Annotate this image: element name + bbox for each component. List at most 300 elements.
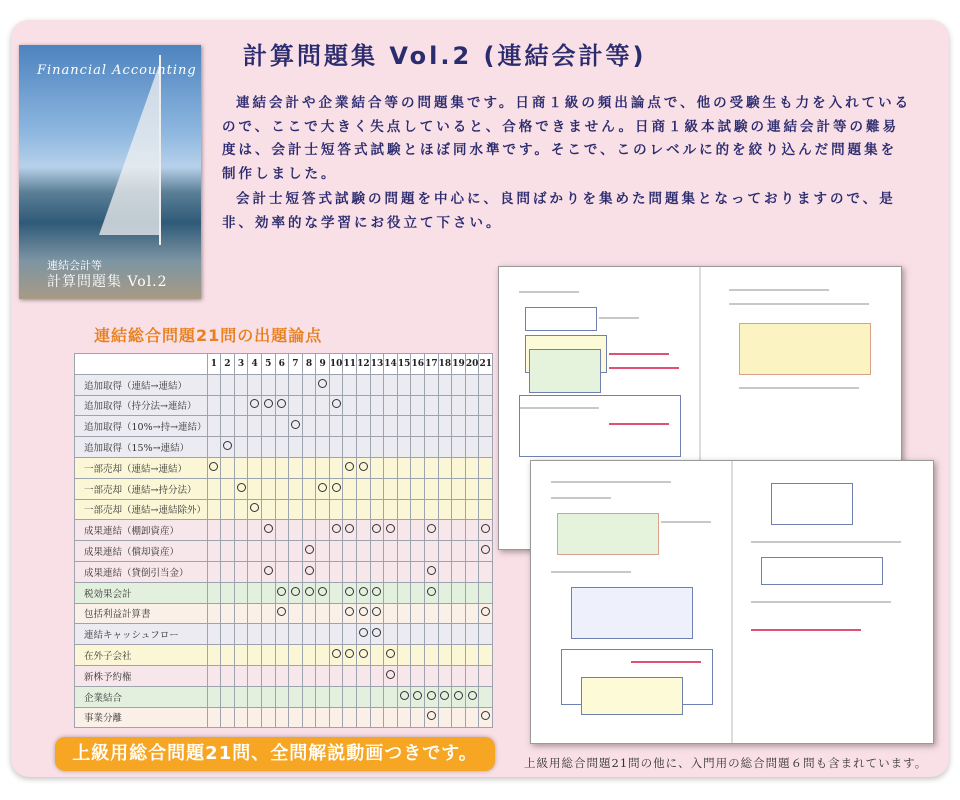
topic-cell [248, 416, 262, 437]
column-header-21: 21 [479, 354, 493, 375]
topic-cell [479, 395, 493, 416]
topic-cell [289, 499, 303, 520]
topic-cell [289, 457, 303, 478]
topic-cell [275, 416, 289, 437]
topic-cell [452, 665, 466, 686]
topic-cell [384, 457, 398, 478]
topic-cell [370, 520, 384, 541]
topic-cell [411, 582, 425, 603]
topic-label: 包括利益計算書 [75, 603, 208, 624]
topic-cell [343, 478, 357, 499]
cover-subtitle-volume: 計算問題集 Vol.2 [47, 274, 168, 290]
topic-cell [384, 437, 398, 458]
column-header-5: 5 [261, 354, 275, 375]
topic-cell [289, 416, 303, 437]
topic-cell [302, 374, 316, 395]
topic-cell [234, 416, 248, 437]
circle-mark-icon [413, 691, 422, 700]
topic-cell [207, 686, 221, 707]
circle-mark-icon [345, 524, 354, 533]
topic-cell [302, 457, 316, 478]
topic-cell [261, 457, 275, 478]
circle-mark-icon [318, 483, 327, 492]
topic-cell [302, 665, 316, 686]
topic-cell [411, 374, 425, 395]
topic-cell [289, 665, 303, 686]
video-explanation-banner [55, 737, 495, 771]
topic-cell [316, 478, 330, 499]
topic-cell [234, 395, 248, 416]
topic-cell [221, 624, 235, 645]
table-row [75, 374, 493, 395]
column-header-18: 18 [438, 354, 452, 375]
topic-cell [207, 437, 221, 458]
topic-cell [221, 686, 235, 707]
circle-mark-icon [277, 587, 286, 596]
circle-mark-icon [427, 691, 436, 700]
circle-mark-icon [345, 607, 354, 616]
circle-mark-icon [318, 587, 327, 596]
topic-cell [465, 416, 479, 437]
topic-label: 追加取得（持分法→連結） [75, 395, 208, 416]
topic-cell [343, 416, 357, 437]
circle-mark-icon [223, 441, 232, 450]
topic-cell [248, 478, 262, 499]
topic-cell [316, 645, 330, 666]
topic-label: 追加取得（15%→連結） [75, 437, 208, 458]
banner-text: 上級用総合問題21問、全問解説動画つきです。 [72, 743, 478, 764]
table-corner-cell [75, 354, 208, 375]
topic-cell [302, 624, 316, 645]
topic-cell [221, 707, 235, 728]
circle-mark-icon [372, 524, 381, 533]
circle-mark-icon [291, 587, 300, 596]
topic-cell [302, 561, 316, 582]
topic-cell [438, 665, 452, 686]
topic-cell [465, 541, 479, 562]
topic-cell [207, 582, 221, 603]
topic-cell [234, 645, 248, 666]
topic-cell [234, 520, 248, 541]
topic-cell [275, 437, 289, 458]
topic-cell [234, 624, 248, 645]
topic-cell [248, 624, 262, 645]
topic-cell [316, 686, 330, 707]
topic-cell [438, 437, 452, 458]
topic-cell [207, 603, 221, 624]
topic-cell [425, 707, 439, 728]
topic-cell [397, 499, 411, 520]
topic-cell [357, 437, 371, 458]
topic-cell [234, 603, 248, 624]
topic-cell [357, 665, 371, 686]
topic-cell [465, 603, 479, 624]
topic-cell [357, 374, 371, 395]
topic-cell [438, 624, 452, 645]
topic-cell [438, 499, 452, 520]
column-header-11: 11 [343, 354, 357, 375]
topic-cell [479, 686, 493, 707]
table-row [75, 645, 493, 666]
topic-cell [207, 395, 221, 416]
circle-mark-icon [264, 524, 273, 533]
topic-cell [343, 499, 357, 520]
table-row [75, 437, 493, 458]
topic-cell [411, 416, 425, 437]
topic-cell [411, 686, 425, 707]
topic-cell [234, 374, 248, 395]
topic-cell [316, 582, 330, 603]
table-row [75, 707, 493, 728]
column-header-17: 17 [425, 354, 439, 375]
topic-cell [316, 457, 330, 478]
topic-cell [275, 395, 289, 416]
topic-cell [452, 645, 466, 666]
topic-cell [329, 541, 343, 562]
table-row [75, 561, 493, 582]
circle-mark-icon [386, 670, 395, 679]
circle-mark-icon [372, 628, 381, 637]
book-cover-image [19, 45, 201, 299]
topic-cell [248, 499, 262, 520]
topic-cell [357, 395, 371, 416]
topic-cell [397, 457, 411, 478]
topic-cell [384, 395, 398, 416]
topic-cell [397, 686, 411, 707]
topic-cell [329, 582, 343, 603]
topic-cell [479, 374, 493, 395]
table-row [75, 395, 493, 416]
topic-cell [370, 561, 384, 582]
circle-mark-icon [359, 607, 368, 616]
topic-cell [261, 374, 275, 395]
topic-cell [452, 603, 466, 624]
topic-cell [302, 686, 316, 707]
topic-cell [357, 457, 371, 478]
topic-cell [248, 603, 262, 624]
topic-cell [343, 395, 357, 416]
circle-mark-icon [468, 691, 477, 700]
topic-cell [370, 686, 384, 707]
circle-mark-icon [237, 483, 246, 492]
topic-cell [289, 395, 303, 416]
topic-cell [316, 665, 330, 686]
topic-cell [438, 603, 452, 624]
topic-cell [316, 603, 330, 624]
topic-cell [275, 457, 289, 478]
table-row [75, 499, 493, 520]
topic-cell [425, 374, 439, 395]
topic-cell [397, 541, 411, 562]
topic-cell [438, 582, 452, 603]
topic-cell [438, 707, 452, 728]
circle-mark-icon [372, 607, 381, 616]
topic-cell [207, 416, 221, 437]
topic-cell [425, 416, 439, 437]
topic-cell [248, 395, 262, 416]
circle-mark-icon [264, 399, 273, 408]
topic-cell [438, 645, 452, 666]
topic-cell [302, 416, 316, 437]
topic-cell [207, 645, 221, 666]
topic-cell [425, 457, 439, 478]
description-paragraph-2: 会計士短答式試験の問題を中心に、良問ばかりを集めた問題集となっておりますので、是非、効率的な学習にお役立て下さい。 [222, 191, 896, 231]
topic-cell [384, 541, 398, 562]
topic-cell [234, 541, 248, 562]
topic-cell [425, 541, 439, 562]
topic-cell [479, 437, 493, 458]
circle-mark-icon [345, 649, 354, 658]
topic-cell [329, 457, 343, 478]
topic-cell [370, 624, 384, 645]
topic-cell [479, 520, 493, 541]
table-row [75, 603, 493, 624]
topic-cell [329, 437, 343, 458]
topic-label: 新株予約権 [75, 665, 208, 686]
mast-graphic [159, 55, 161, 245]
topic-cell [302, 437, 316, 458]
topic-cell [343, 624, 357, 645]
topic-cell [234, 457, 248, 478]
topic-cell [411, 457, 425, 478]
topic-cell [248, 582, 262, 603]
topic-cell [248, 520, 262, 541]
column-header-8: 8 [302, 354, 316, 375]
topic-cell [275, 624, 289, 645]
topic-cell [370, 541, 384, 562]
topic-cell [411, 437, 425, 458]
topic-label: 成果連結（棚卸資産） [75, 520, 208, 541]
topic-cell [221, 395, 235, 416]
circle-mark-icon [481, 545, 490, 554]
topic-cell [357, 686, 371, 707]
topic-cell [329, 416, 343, 437]
sample-page-preview-2 [530, 460, 934, 744]
column-header-19: 19 [452, 354, 466, 375]
table-row [75, 686, 493, 707]
topic-cell [207, 561, 221, 582]
topic-cell [343, 665, 357, 686]
column-header-9: 9 [316, 354, 330, 375]
circle-mark-icon [386, 649, 395, 658]
topic-cell [343, 541, 357, 562]
topic-cell [289, 561, 303, 582]
topic-cell [479, 582, 493, 603]
topic-cell [221, 416, 235, 437]
topic-cell [275, 541, 289, 562]
topic-cell [234, 665, 248, 686]
topic-cell [425, 395, 439, 416]
topic-cell [329, 707, 343, 728]
topic-cell [234, 437, 248, 458]
topic-cell [438, 520, 452, 541]
column-header-14: 14 [384, 354, 398, 375]
topic-cell [261, 520, 275, 541]
topic-cell [302, 603, 316, 624]
topic-cell [302, 499, 316, 520]
circle-mark-icon [332, 399, 341, 408]
topic-cell [329, 499, 343, 520]
circle-mark-icon [209, 462, 218, 471]
topic-cell [329, 686, 343, 707]
topic-cell [452, 520, 466, 541]
topic-cell [411, 665, 425, 686]
topic-cell [397, 582, 411, 603]
topic-cell [302, 707, 316, 728]
topic-cell [289, 707, 303, 728]
topic-cell [248, 686, 262, 707]
circle-mark-icon [427, 587, 436, 596]
topic-cell [248, 665, 262, 686]
topic-cell [329, 645, 343, 666]
topic-cell [465, 457, 479, 478]
topic-cell [316, 499, 330, 520]
sail-graphic [99, 65, 159, 235]
topic-cell [261, 665, 275, 686]
topic-cell [397, 603, 411, 624]
topic-cell [221, 603, 235, 624]
topic-label: 追加取得（10%→持→連結） [75, 416, 208, 437]
topic-cell [275, 561, 289, 582]
topic-cell [465, 665, 479, 686]
topic-cell [207, 478, 221, 499]
topic-cell [357, 645, 371, 666]
column-header-16: 16 [411, 354, 425, 375]
topic-cell [343, 437, 357, 458]
topic-cell [329, 520, 343, 541]
topic-cell [261, 437, 275, 458]
topic-cell [302, 478, 316, 499]
table-row [75, 541, 493, 562]
column-header-4: 4 [248, 354, 262, 375]
topic-cell [452, 707, 466, 728]
topic-cell [329, 603, 343, 624]
circle-mark-icon [427, 566, 436, 575]
topic-cell [275, 499, 289, 520]
topic-cell [397, 665, 411, 686]
topic-cell [479, 499, 493, 520]
circle-mark-icon [427, 711, 436, 720]
topic-cell [357, 707, 371, 728]
topic-cell [248, 707, 262, 728]
topic-cell [479, 561, 493, 582]
table-row [75, 416, 493, 437]
topic-cell [221, 437, 235, 458]
topic-cell [207, 374, 221, 395]
table-row [75, 582, 493, 603]
topic-cell [221, 478, 235, 499]
topic-cell [234, 561, 248, 582]
topic-cell [479, 457, 493, 478]
description-paragraph-1: 連結会計や企業結合等の問題集です。日商１級の頻出論点で、他の受験生も力を入れているので、ここで大きく失点していると、合格できません。日商１級本試験の連結会計等の難易度は、会計士短答式試験とほぼ同水準です。そこで、このレベルに的を絞り込んだ問題集を制作しました。 [222, 95, 912, 182]
topic-cell [479, 603, 493, 624]
circle-mark-icon [359, 587, 368, 596]
topic-cell [234, 478, 248, 499]
topic-cell [261, 603, 275, 624]
topic-cell [275, 478, 289, 499]
topic-cell [479, 416, 493, 437]
topic-cell [221, 520, 235, 541]
topic-cell [221, 665, 235, 686]
topic-cell [438, 395, 452, 416]
circle-mark-icon [277, 607, 286, 616]
column-header-20: 20 [465, 354, 479, 375]
topic-cell [289, 520, 303, 541]
circle-mark-icon [386, 524, 395, 533]
topic-cell [438, 478, 452, 499]
topic-label: 企業結合 [75, 686, 208, 707]
topic-cell [452, 582, 466, 603]
topic-cell [248, 437, 262, 458]
topic-cell [261, 395, 275, 416]
topic-cell [261, 541, 275, 562]
circle-mark-icon [359, 649, 368, 658]
topic-cell [438, 457, 452, 478]
topic-cell [452, 437, 466, 458]
table-row [75, 478, 493, 499]
topic-cell [411, 624, 425, 645]
topic-cell [343, 520, 357, 541]
topic-label: 一部売却（連結→連結） [75, 457, 208, 478]
topic-cell [302, 395, 316, 416]
topic-cell [397, 520, 411, 541]
topic-cell [425, 686, 439, 707]
topic-label: 追加取得（連結→連結） [75, 374, 208, 395]
topic-label: 在外子会社 [75, 645, 208, 666]
circle-mark-icon [359, 628, 368, 637]
topic-cell [452, 686, 466, 707]
circle-mark-icon [400, 691, 409, 700]
topic-cell [384, 645, 398, 666]
topic-cell [357, 499, 371, 520]
topic-cell [207, 624, 221, 645]
topic-cell [425, 665, 439, 686]
topic-cell [384, 624, 398, 645]
topic-cell [302, 520, 316, 541]
circle-mark-icon [264, 566, 273, 575]
column-header-2: 2 [221, 354, 235, 375]
topic-cell [465, 624, 479, 645]
topic-cell [479, 707, 493, 728]
topic-cell [370, 645, 384, 666]
topic-cell [261, 478, 275, 499]
topic-cell [411, 499, 425, 520]
topic-cell [411, 645, 425, 666]
topic-cell [329, 665, 343, 686]
topic-cell [207, 707, 221, 728]
topic-cell [289, 582, 303, 603]
topic-cell [302, 645, 316, 666]
topic-cell [248, 645, 262, 666]
topic-cell [384, 582, 398, 603]
topic-cell [384, 416, 398, 437]
topic-cell [207, 457, 221, 478]
topic-cell [370, 478, 384, 499]
topic-cell [357, 603, 371, 624]
topic-cell [275, 686, 289, 707]
topic-label: 一部売却（連結→持分法） [75, 478, 208, 499]
topic-cell [221, 499, 235, 520]
topic-cell [275, 582, 289, 603]
topic-cell [221, 374, 235, 395]
column-header-6: 6 [275, 354, 289, 375]
topic-cell [452, 374, 466, 395]
topic-cell [438, 416, 452, 437]
topic-cell [425, 603, 439, 624]
topic-cell [289, 478, 303, 499]
topic-cell [343, 645, 357, 666]
topic-label: 連結キャッシュフロー [75, 624, 208, 645]
